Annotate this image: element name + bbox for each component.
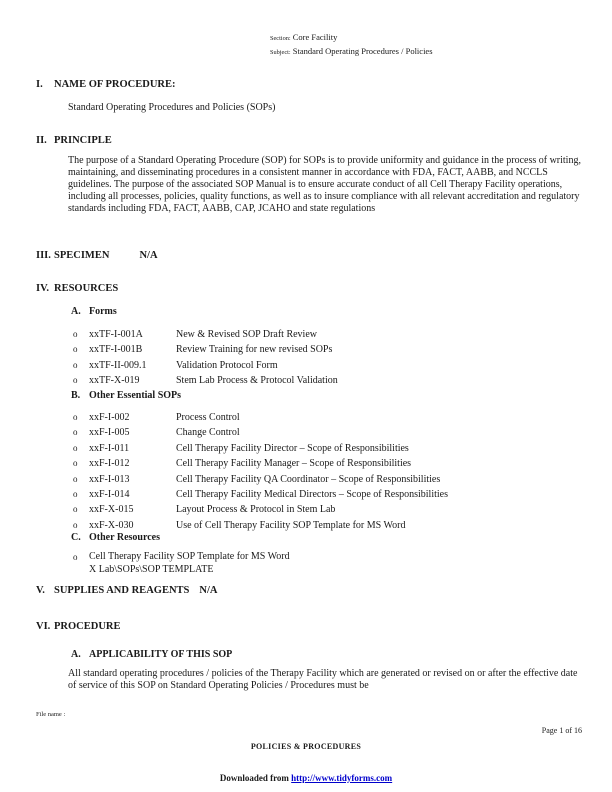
list-item — [73, 551, 578, 576]
other-resource-line2: X Lab\SOPs\SOP TEMPLATE — [89, 563, 214, 575]
section-title: SUPPLIES AND REAGENTS — [54, 585, 190, 596]
section-heading-procedure — [36, 621, 121, 632]
sop-desc: Change Control — [176, 427, 240, 439]
header-section-line — [270, 31, 433, 45]
list-item — [73, 472, 578, 487]
sop-code: xxF-I-013 — [89, 473, 130, 485]
bullet: o — [73, 473, 78, 484]
bullet: o — [73, 442, 78, 453]
section-heading-name-of-procedure — [36, 79, 176, 90]
sops-list — [73, 410, 578, 533]
sop-desc: Process Control — [176, 412, 240, 423]
bullet: o — [73, 359, 78, 370]
file-name-label: File name : — [36, 711, 66, 718]
list-item — [73, 327, 578, 342]
specimen-na-value: N/A — [139, 250, 158, 261]
section-value: Core Facility — [292, 32, 338, 42]
subsection-title: Other Essential SOPs — [89, 390, 182, 401]
section-numeral: VI. — [36, 621, 51, 632]
bullet: o — [73, 375, 78, 386]
subsection-heading-other-sops — [71, 390, 181, 401]
section-title: NAME OF PROCEDURE: — [54, 79, 176, 90]
sop-desc: Cell Therapy Facility Manager – Scope of Responsibilities — [176, 458, 412, 470]
list-item — [73, 456, 578, 471]
list-item — [73, 358, 578, 373]
bullet: o — [73, 519, 78, 530]
list-item — [73, 342, 578, 357]
section-numeral: II. — [36, 135, 47, 146]
section-heading-supplies — [36, 585, 217, 596]
form-desc: New & Revised SOP Draft Review — [176, 329, 317, 340]
sop-code: xxF-X-030 — [89, 519, 134, 531]
bullet: o — [73, 458, 78, 469]
bullet: o — [73, 412, 78, 422]
download-line — [0, 773, 612, 783]
section-title: SPECIMEN — [54, 250, 110, 261]
sop-desc: Cell Therapy Facility Director – Scope of Responsibilities — [176, 442, 409, 454]
subject-value: Standard Operating Procedures / Policies — [292, 46, 433, 56]
bullet: o — [73, 489, 78, 500]
section-heading-resources — [36, 283, 118, 294]
subsection-heading-other-resources — [71, 532, 160, 543]
section-numeral: III. — [36, 250, 51, 261]
form-code: xxTF-I-001A — [89, 329, 143, 340]
section-title: PRINCIPLE — [54, 135, 112, 146]
header-subject-line — [270, 45, 433, 59]
bullet: o — [73, 344, 78, 355]
subject-label: Subject: — [270, 49, 291, 56]
sop-desc: Cell Therapy Facility Medical Directors – Scope of Responsibilities — [176, 489, 448, 501]
forms-list — [73, 327, 578, 389]
other-resources-list — [73, 551, 578, 576]
section-label: Section: — [270, 35, 291, 42]
list-item — [73, 487, 578, 502]
subsection-letter: C. — [71, 532, 81, 543]
sop-code: xxF-I-011 — [89, 442, 130, 454]
sop-code: xxF-I-012 — [89, 458, 130, 470]
bullet: o — [73, 504, 78, 515]
subsection-title: Other Resources — [89, 532, 161, 543]
footer-title: POLICIES & PROCEDURES — [250, 742, 362, 751]
form-code: xxTF-I-001B — [89, 344, 143, 356]
bullet: o — [73, 427, 78, 438]
section-title: PROCEDURE — [54, 621, 121, 632]
subsection-letter: B. — [71, 390, 81, 401]
procedure-name-text: Standard Operating Procedures and Policies (SOPs) — [68, 102, 276, 113]
list-item — [73, 502, 578, 517]
bullet: o — [73, 329, 78, 339]
form-desc: Validation Protocol Form — [176, 359, 278, 371]
sop-code: xxF-I-002 — [89, 412, 130, 423]
section-numeral: IV. — [36, 283, 49, 294]
subsection-letter: A. — [71, 306, 81, 317]
section-title: RESOURCES — [54, 283, 119, 294]
supplies-na-value: N/A — [199, 585, 218, 596]
list-item — [73, 373, 578, 388]
sop-code: xxF-I-005 — [89, 427, 130, 439]
other-resource-line1: Cell Therapy Facility SOP Template for MS Word — [89, 551, 290, 562]
subsection-heading-applicability — [71, 649, 232, 660]
sop-desc: Layout Process & Protocol in Stem Lab — [176, 504, 336, 516]
list-item — [73, 518, 578, 533]
download-prefix: Downloaded from — [219, 773, 292, 783]
sop-code: xxF-X-015 — [89, 504, 134, 516]
subsection-heading-forms — [71, 306, 117, 317]
page-header — [270, 31, 433, 59]
list-item — [73, 441, 578, 456]
form-desc: Review Training for new revised SOPs — [176, 344, 333, 356]
section-heading-specimen — [36, 250, 158, 261]
sop-desc: Use of Cell Therapy Facility SOP Template for MS Word — [176, 519, 406, 531]
applicability-text: All standard operating procedures / policies of the Therapy Facility which are generated or revised on or after the effective date of service of this SOP on Standard Operating Policies / Procedures must be — [68, 668, 578, 691]
list-item — [73, 410, 578, 425]
subsection-title: Forms — [89, 306, 117, 317]
subsection-letter: A. — [71, 649, 81, 660]
download-link[interactable]: http://www.tidyforms.com — [291, 773, 393, 783]
bullet: o — [73, 552, 78, 562]
section-heading-principle — [36, 135, 112, 146]
form-code: xxTF-II-009.1 — [89, 359, 147, 371]
section-numeral: V. — [36, 585, 45, 596]
subsection-title: APPLICABILITY OF THIS SOP — [89, 649, 233, 660]
list-item — [73, 425, 578, 440]
sop-desc: Cell Therapy Facility QA Coordinator – Scope of Responsibilities — [176, 473, 441, 485]
form-desc: Stem Lab Process & Protocol Validation — [176, 375, 338, 387]
principle-text: The purpose of a Standard Operating Procedure (SOP) for SOPs is to provide uniformity and guidance in the process of writing, maintaining, and disseminating procedures in a consistent manner in accordance with FDA, FACT, AABB, and NCCLS guidelines. The purpose of the associated SOP Manual is to ensure accurate conduct of all Cell Therapy Facility operations, including all processes, policies, quality functions, as well as to insure compliance with all relevant accreditation and regulatory standards including FDA, FACT, AABB, CAP, JCAHO and state regulations — [68, 155, 581, 214]
page-number: Page 1 of 16 — [541, 726, 582, 735]
sop-code: xxF-I-014 — [89, 489, 130, 501]
form-code: xxTF-X-019 — [89, 375, 140, 387]
other-resource-text — [89, 551, 290, 576]
section-numeral: I. — [36, 79, 43, 90]
